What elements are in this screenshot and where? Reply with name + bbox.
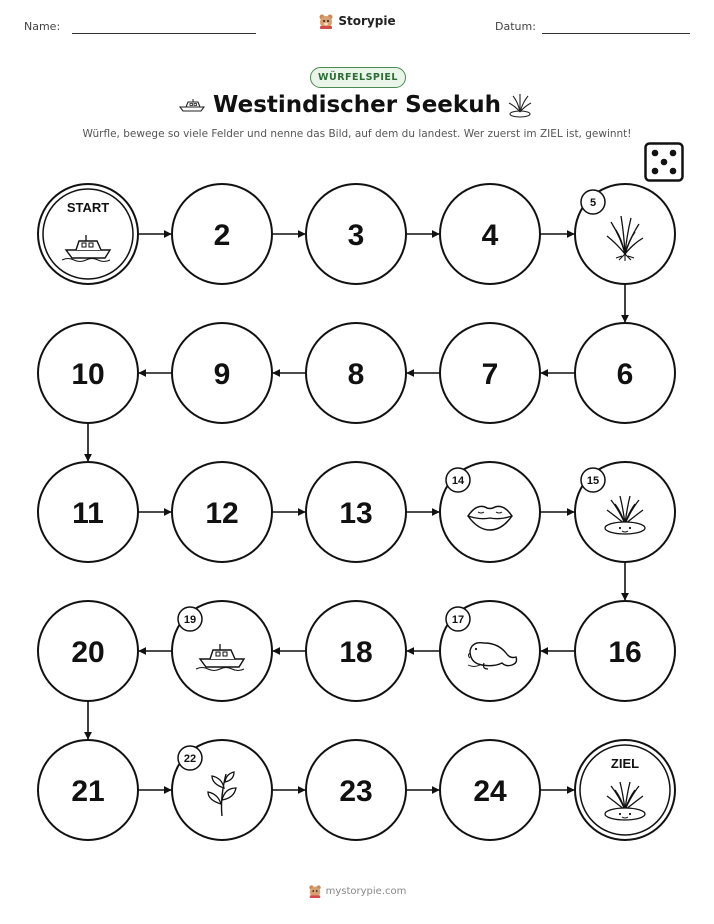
footer-site: mystorypie.com [325, 885, 407, 897]
cell-number: 15 [586, 475, 600, 487]
page-title: Westindischer Seekuh [213, 92, 501, 118]
board-cell[interactable] [172, 323, 272, 423]
cell-number: 8 [347, 358, 365, 391]
board-cell[interactable] [440, 740, 540, 840]
cell-number: 23 [339, 775, 373, 808]
cell-number: 11 [72, 497, 104, 530]
cell-number: 17 [451, 614, 465, 626]
board-cell[interactable] [575, 184, 675, 284]
cell-number: 4 [481, 219, 499, 252]
board-cell[interactable] [172, 184, 272, 284]
cell-circle [575, 740, 675, 840]
cell-number: 19 [183, 614, 197, 626]
cell-circle [38, 184, 138, 284]
board-cell[interactable] [172, 601, 272, 701]
cell-number: 10 [71, 358, 105, 391]
board-cell[interactable] [172, 462, 272, 562]
board-cell[interactable] [38, 323, 138, 423]
brand-name: Storypie [338, 14, 396, 28]
cell-label: ZIEL [610, 756, 640, 771]
board-cell[interactable] [38, 740, 138, 840]
board-cell[interactable] [306, 601, 406, 701]
game-type-badge: WÜRFELSPIEL [310, 67, 406, 88]
cell-number: 14 [451, 475, 465, 487]
board-cell[interactable] [306, 323, 406, 423]
start-cell[interactable] [38, 184, 138, 284]
board-cell[interactable] [306, 184, 406, 284]
board-cell[interactable] [306, 740, 406, 840]
board-cell[interactable] [440, 184, 540, 284]
cell-number: 5 [589, 197, 597, 209]
name-label: Name: [24, 20, 61, 33]
board-cell[interactable] [172, 740, 272, 840]
cell-number: 16 [608, 636, 642, 669]
cell-number: 18 [339, 636, 373, 669]
bear-icon [308, 884, 322, 898]
instructions: Würfle, bewege so viele Felder und nenne das Bild, auf dem du landest. Wer zuerst im ZIEL ist, gewinnt! [82, 128, 632, 140]
date-label: Datum: [495, 20, 536, 33]
board-cell[interactable] [575, 601, 675, 701]
footer [0, 884, 714, 898]
board-cell[interactable] [440, 323, 540, 423]
board-cell[interactable] [575, 462, 675, 562]
cell-number: 6 [616, 358, 634, 391]
board-cell[interactable] [306, 462, 406, 562]
cell-number: 2 [213, 219, 231, 252]
goal-cell[interactable] [575, 740, 675, 840]
cell-label: START [66, 200, 110, 215]
cell-number: 21 [71, 775, 105, 808]
board-cell[interactable] [575, 323, 675, 423]
cell-number: 7 [481, 358, 499, 391]
cell-number: 13 [339, 497, 373, 530]
cell-number: 12 [205, 497, 239, 530]
board-cell[interactable] [38, 462, 138, 562]
cell-number: 9 [213, 358, 231, 391]
cell-number: 22 [183, 753, 197, 765]
cell-number: 20 [71, 636, 105, 669]
board-cell[interactable] [38, 601, 138, 701]
cell-number: 24 [473, 775, 507, 808]
board-cell[interactable] [440, 601, 540, 701]
board-cell[interactable] [440, 462, 540, 562]
cell-number: 3 [347, 219, 365, 252]
